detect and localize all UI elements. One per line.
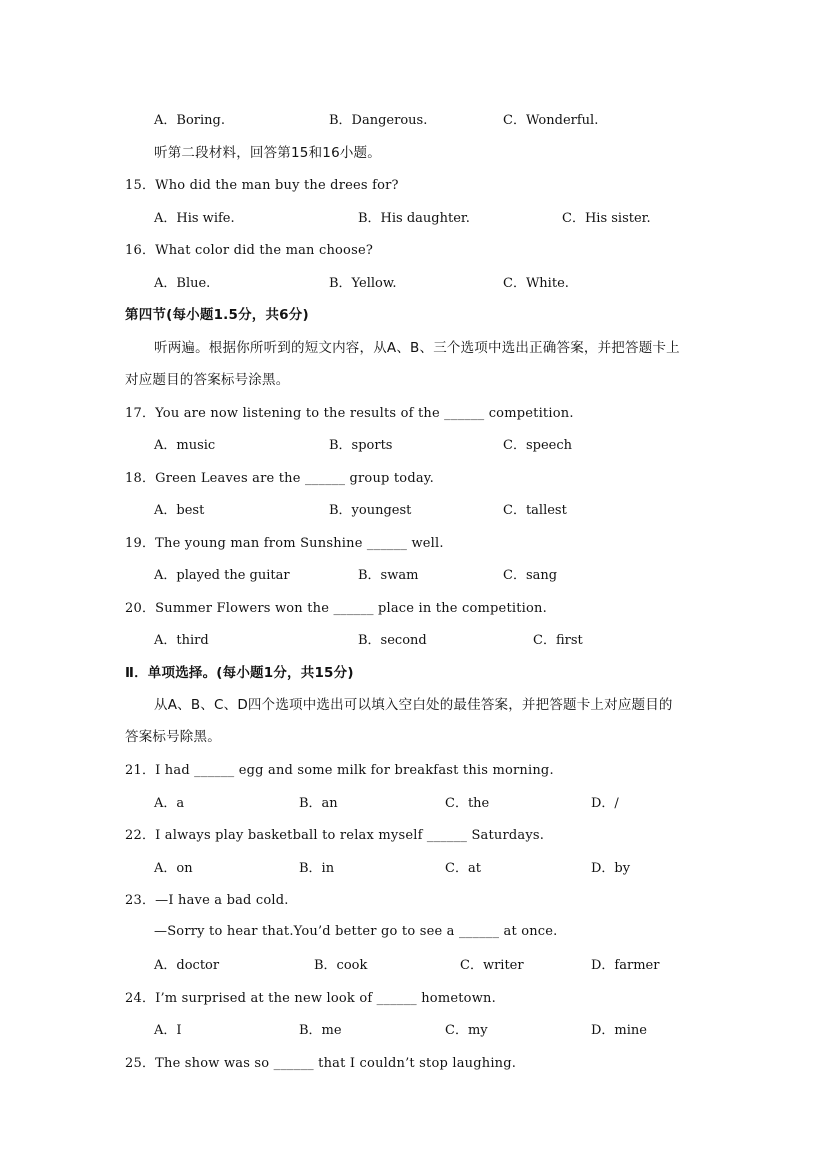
q23-option-b: B．cook xyxy=(314,958,368,973)
section-four-instruction-line2: 对应题目的答案标号涂黑。 xyxy=(125,372,290,388)
q22-option-b: B．in xyxy=(299,861,335,876)
q15-option-a: A．His wife. xyxy=(154,211,235,226)
question-24: 24．I’m surprised at the new look of ______ hometown. xyxy=(125,991,496,1006)
q22-option-a: A．on xyxy=(154,861,193,876)
part-two-heading: Ⅱ．单项选择。(每小题1分，共15分) xyxy=(125,665,354,681)
q23-option-c: C．writer xyxy=(460,958,524,973)
q20-option-a: A．third xyxy=(154,633,209,648)
q17-option-c: C．speech xyxy=(503,438,572,453)
q17-option-a: A．music xyxy=(154,438,216,453)
question-16: 16．What color did the man choose? xyxy=(125,243,374,258)
q24-option-c: C．my xyxy=(445,1023,488,1038)
q16-option-a: A．Blue. xyxy=(154,276,211,291)
question-21: 21．I had ______ egg and some milk for breakfast this morning. xyxy=(125,763,554,778)
part-two-instruction-line2: 答案标号除黑。 xyxy=(125,729,221,745)
question-23-line1: 23．—I have a bad cold. xyxy=(125,893,289,908)
q15-option-b: B．His daughter. xyxy=(358,211,470,226)
q19-option-b: B．swam xyxy=(358,568,419,583)
question-23-line2: —Sorry to hear that.You’d better go to see a ______ at once. xyxy=(154,924,558,939)
q21-option-c: C．the xyxy=(445,796,490,811)
q19-option-c: C．sang xyxy=(503,568,558,583)
q23-option-d: D．farmer xyxy=(591,958,660,973)
q15-option-c: C．His sister. xyxy=(562,211,651,226)
q16-option-c: C．White. xyxy=(503,276,569,291)
section-four-heading: 第四节(每小题1.5分，共6分) xyxy=(125,307,309,323)
material-two-instruction: 听第二段材料，回答第15和16小题。 xyxy=(154,145,381,161)
q19-option-a: A．played the guitar xyxy=(154,568,290,583)
q24-option-b: B．me xyxy=(299,1023,342,1038)
question-17: 17．You are now listening to the results of the ______ competition. xyxy=(125,406,574,421)
question-19: 19．The young man from Sunshine ______ well. xyxy=(125,536,444,551)
section-four-instruction-line1: 听两遍。根据你所听到的短文内容，从A、B、三个选项中选出正确答案，并把答题卡上 xyxy=(154,340,680,356)
question-22: 22．I always play basketball to relax myself ______ Saturdays. xyxy=(125,828,545,843)
q14-option-a: A．Boring. xyxy=(154,113,225,128)
q20-option-c: C．first xyxy=(533,633,583,648)
q14-option-b: B．Dangerous. xyxy=(329,113,428,128)
q21-option-a: A．a xyxy=(154,796,185,811)
q24-option-d: D．mine xyxy=(591,1023,647,1038)
q24-option-a: A．I xyxy=(154,1023,182,1038)
q20-option-b: B．second xyxy=(358,633,427,648)
question-18: 18．Green Leaves are the ______ group today. xyxy=(125,471,434,486)
question-20: 20．Summer Flowers won the ______ place in the competition. xyxy=(125,601,547,616)
q17-option-b: B．sports xyxy=(329,438,393,453)
q14-option-c: C．Wonderful. xyxy=(503,113,599,128)
question-15: 15．Who did the man buy the drees for? xyxy=(125,178,399,193)
q22-option-c: C．at xyxy=(445,861,481,876)
q21-option-b: B．an xyxy=(299,796,338,811)
q18-option-c: C．tallest xyxy=(503,503,567,518)
q23-option-a: A．doctor xyxy=(154,958,220,973)
q18-option-a: A．best xyxy=(154,503,205,518)
q22-option-d: D．by xyxy=(591,861,631,876)
q18-option-b: B．youngest xyxy=(329,503,412,518)
q21-option-d: D．/ xyxy=(591,796,619,811)
q16-option-b: B．Yellow. xyxy=(329,276,397,291)
part-two-instruction-line1: 从A、B、C、D四个选项中选出可以填入空白处的最佳答案，并把答题卡上对应题目的 xyxy=(154,697,673,713)
question-25: 25．The show was so ______ that I couldn’t stop laughing. xyxy=(125,1056,517,1071)
